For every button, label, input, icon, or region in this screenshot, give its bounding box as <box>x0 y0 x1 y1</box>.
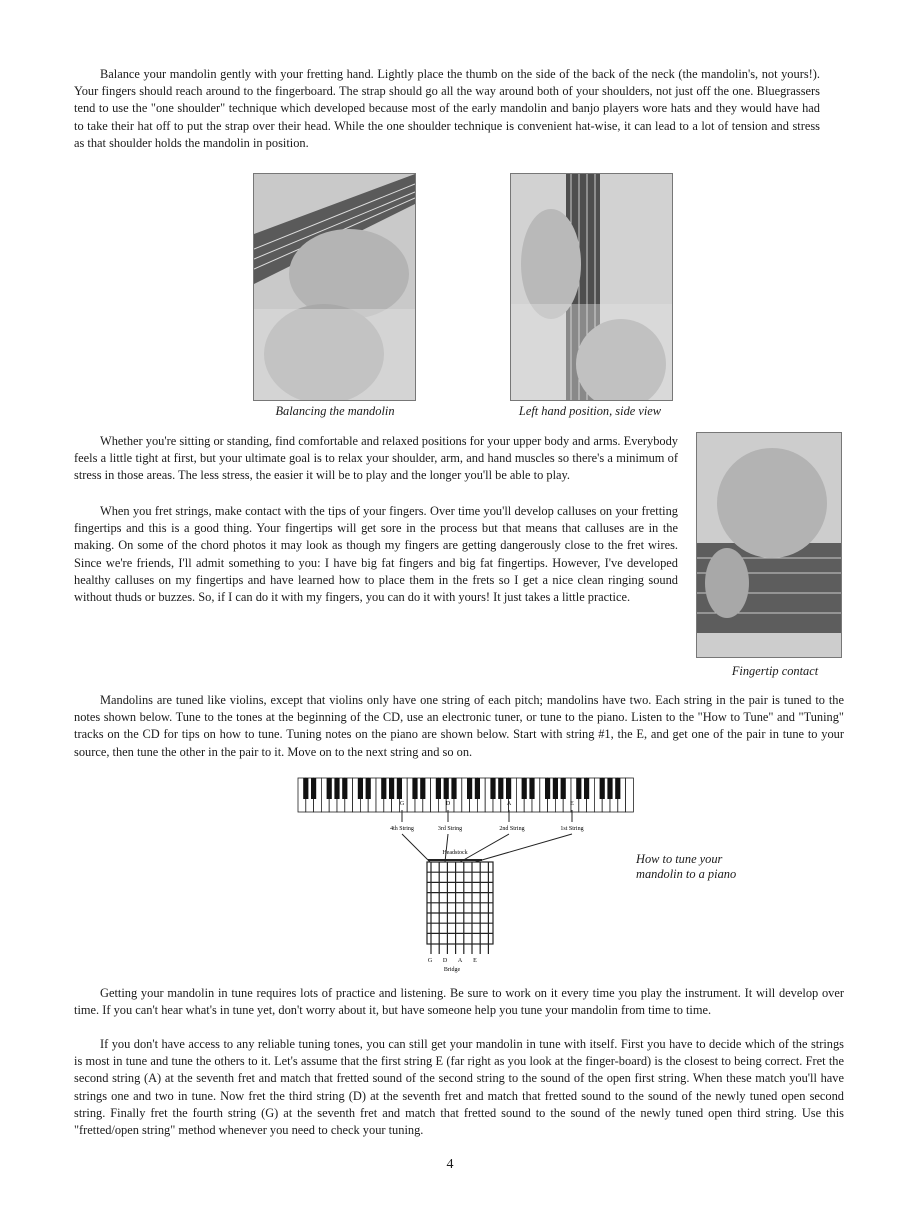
intro-paragraph: Balance your mandolin gently with your fretting hand. Lightly place the thumb on the side of the back of the neck (the mandolin's, not yours!). Your fingers should reach around to the fingerboard. The strap should go all the way around both of your shoulders, not just off the one. Bluegrassers tend to use the "one shoulder" technique which developed because most of the early mandolin and banjo players wore hats and they would have had to take their hat off to put the strap over their head. While the one shoulder technique is convenient hat-wise, it can lead to a lot of tension and stress as that shoulder holds the mandolin in position. <box>74 67 820 150</box>
piano-black-key <box>490 778 495 799</box>
piano-black-key <box>506 778 511 799</box>
piano-black-key <box>397 778 402 799</box>
piano-black-key <box>334 778 339 799</box>
piano-black-key <box>412 778 417 799</box>
caption-left-hand: Left hand position, side view <box>518 404 662 418</box>
piano-black-key <box>561 778 566 799</box>
left-hand-image <box>511 174 672 400</box>
fingertip-image <box>697 433 841 657</box>
piano-black-key <box>389 778 394 799</box>
piano-keyboard <box>298 778 633 812</box>
piano-black-key <box>436 778 441 799</box>
headstock-label: Headstock <box>442 850 468 856</box>
bottom-note-d: D <box>442 958 448 964</box>
piano-black-key <box>467 778 472 799</box>
caption-piano-line1: How to tune your <box>636 852 723 866</box>
caption-piano-line2: mandolin to a piano <box>636 867 737 881</box>
piano-black-key <box>475 778 480 799</box>
piano-black-key <box>420 778 425 799</box>
piano-black-key <box>615 778 620 799</box>
bottom-note-a: A <box>457 958 463 964</box>
string-label-3: 3rd String <box>437 826 463 832</box>
string-label-4: 4th String <box>390 826 414 832</box>
balancing-image <box>254 174 415 400</box>
photo-balancing <box>253 173 416 401</box>
piano-black-key <box>358 778 363 799</box>
piano-white-key <box>626 778 634 812</box>
photo-left-hand <box>510 173 673 401</box>
piano-black-key <box>498 778 503 799</box>
tuning-paragraph: Mandolins are tuned like violins, except that violins only have one string of each pitch; mandolins have two. Each string in the pair is tuned to the notes shown below. Tune to the tones at the beginning of the CD, use an electronic tuner, or tune to the piano. Listen to the "How to Tune" and "Tuning" tracks on the CD for tips on how to tune. Tuning notes on the piano are shown below. Start with string #1, the E, and get one of the pair in tune to your source, then tune the other in the pair to it. Move on to the next string and so on. <box>74 693 844 759</box>
piano-black-key <box>600 778 605 799</box>
caption-piano <box>636 852 786 882</box>
piano-black-key <box>529 778 534 799</box>
piano-black-key <box>342 778 347 799</box>
piano-black-key <box>545 778 550 799</box>
piano-black-key <box>576 778 581 799</box>
key-label-g: G <box>399 801 405 807</box>
piano-black-key <box>311 778 316 799</box>
bridge-label: Bridge <box>443 967 461 973</box>
photo-fingertip <box>696 432 842 658</box>
piano-black-key <box>584 778 589 799</box>
practice-paragraph: Getting your mandolin in tune requires lots of practice and listening. Be sure to work on it every time you play the instrument. It will develop over time. If you can't hear what's in tune yet, don't worry about it, but have someone help you tune your mandolin from time to time. <box>74 986 844 1018</box>
piano-black-key <box>303 778 308 799</box>
piano-black-key <box>522 778 527 799</box>
fretboard <box>427 862 493 954</box>
string-label-1: 1st String <box>560 826 584 832</box>
key-label-a: A <box>506 801 512 807</box>
piano-black-key <box>444 778 449 799</box>
key-label-d: D <box>445 801 451 807</box>
posture-paragraph: Whether you're sitting or standing, find comfortable and relaxed positions for your upper body and arms. Everybody feels a little tight at first, but your ultimate goal is to relax your shoulder, arm, and hand muscles so there's a minimum of stress in those areas. The less stress, the easier it will be to play and the longer you'll be able to play. <box>74 434 678 483</box>
piano-black-key <box>327 778 332 799</box>
page-number: 4 <box>446 1157 454 1172</box>
piano-black-key <box>553 778 558 799</box>
string-connectors <box>402 810 572 862</box>
bottom-note-g: G <box>427 958 433 964</box>
fretting-paragraph: When you fret strings, make contact with the tips of your fingers. Over time you'll develop calluses on your fretting fingertips and this is a good thing. Your fingertips will get sore in the process but that means that calluses are in the making. On some of the chord photos it may look as though my fingers are getting dangerously close to the fret wires. Since we're friends, I'll admit something to you: I have big fat fingers and big fat fingertips. However, I've developed healthy calluses on my fingertips and have learned how to place them in the frets so I get a nice clean ringing sound without thuds or buzzes. So, if I can do it with my fingers, you can do it with yours! It just takes a little practice. <box>74 504 678 605</box>
piano-black-key <box>451 778 456 799</box>
self-tuning-paragraph: If you don't have access to any reliable tuning tones, you can still get your mandolin in tune with itself. First you have to decide which of the strings is most in tune and tune the others to it. Let's assume that the first string E (far right as you look at the finger-board) is the closest to being correct. Fret the second string (A) at the seventh fret and match that fretted sound of the second string to the sound of the open first string. When these match you'll have strings one and two in tune. Now fret the third string (D) at the seventh fret and match that fretted sound to the sound of the newly tuned open second string. Finally fret the fourth string (G) at the seventh fret and match that fretted sound to the sound of the newly tuned open third string. Use this "fretted/open string" method whenever you need to check your tuning. <box>74 1037 844 1138</box>
string-label-2: 2nd String <box>499 826 525 832</box>
caption-fingertip: Fingertip contact <box>731 664 819 678</box>
piano-black-key <box>366 778 371 799</box>
key-label-e: E <box>570 801 574 807</box>
bottom-note-e: E <box>473 958 477 964</box>
piano-black-key <box>381 778 386 799</box>
piano-black-key <box>607 778 612 799</box>
piano-tuning-diagram <box>290 772 640 977</box>
caption-balancing: Balancing the mandolin <box>275 404 395 418</box>
